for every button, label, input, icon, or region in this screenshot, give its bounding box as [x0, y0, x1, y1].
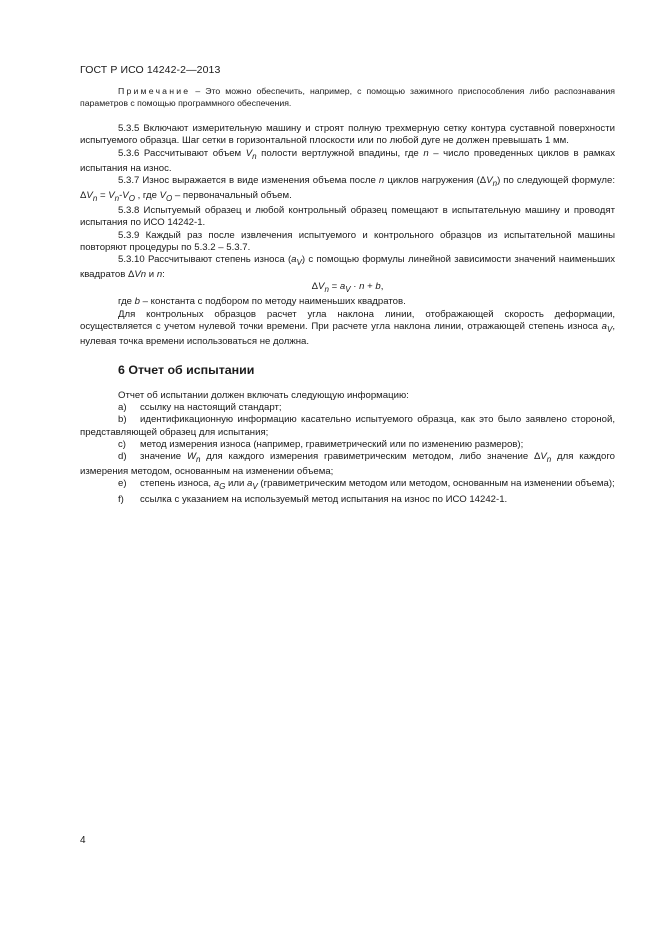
document-body	[80, 86, 615, 506]
report-item-c: c) метод измерения износа (например, гравиметрический или по изменению размеров);	[118, 438, 524, 450]
paragraph-5-3-6: 5.3.6 Рассчитывают объем $V_n$ полости вертлужной впадины, где n – число проведенных циклов в рамках испытания на износ.	[80, 147, 615, 174]
report-item-b: b) идентификационную информацию касательно испытуемого образца, как это было заявлено стороной, представляющей образец для испытания;	[80, 414, 615, 438]
report-intro: Отчет об испытании должен включать следующую информацию:	[118, 390, 409, 402]
formula-legend: где b – константа с подбором по методу наименьших квадратов.	[118, 296, 406, 308]
report-item-e: e) степень износа, $a_G$ или $a_V$ (гравиметрическим методом или методом, основанным на изменении объема);	[118, 478, 615, 492]
control-samples-paragraph: Для контрольных образцов расчет угла наклона линии, отображающей скорость деформации, осуществляется с учетом нулевой точки времени. При расчете угла наклона линии, отражающей степень износа $a_V$, нулевая точка времени использоваться не должна.	[80, 308, 615, 347]
report-item-a: a) ссылку на настоящий стандарт;	[118, 402, 282, 414]
document-id-header: ГОСТ Р ИСО 14242-2—2013	[80, 64, 221, 76]
note-label: Примечание	[118, 86, 191, 96]
paragraph-5-3-10: 5.3.10 Рассчитывают степень износа $(a_V)$ с помощью формулы линейной зависимости значений наименьших квадратов ΔVn и n:	[80, 253, 615, 281]
wear-rate-formula: $\Delta V_n = a_V \cdot n + b$,	[311, 281, 384, 295]
paragraph-5-3-7: 5.3.7 Износ выражается в виде изменения объема после n циклов нагружения $(\Delta V_n)$ по следующей формуле: $\Delta V_n = V_n-V_O$ , где $V_O$ – первоначальный объем.	[80, 174, 615, 203]
report-item-d: d) значение $W_n$ для каждого измерения гравиметрическим методом, либо значение $\Delta V_n$ для каждого измерения методом, основанным на изменении объема;	[80, 451, 615, 478]
paragraph-5-3-8: 5.3.8 Испытуемый образец и любой контрольный образец помещают в испытательную машину и проводят испытания по ИСО 14242-1.	[80, 205, 615, 229]
paragraph-5-3-9: 5.3.9 Каждый раз после извлечения испытуемого и контрольного образцов из испытательной машины повторяют процедуры по 5.3.2 – 5.3.7.	[80, 229, 615, 253]
paragraph-5-3-5: 5.3.5 Включают измерительную машину и строят полную трехмерную сетку контура суставной поверхности испытуемого образца. Шаг сетки в горизонтальной плоскости или по любой дуге не должен превышать 1 мм.	[80, 123, 615, 147]
page-number: 4	[80, 835, 86, 846]
note-paragraph	[80, 86, 615, 109]
section-6-heading: 6 Отчет об испытании	[118, 363, 255, 378]
note-text: – Это можно обеспечить, например, с помощью зажимного приспособления либо распознавания параметров с помощью программного обеспечения.	[80, 86, 615, 108]
report-item-f: f) ссылка с указанием на используемый метод испытания на износ по ИСО 14242-1.	[118, 493, 508, 505]
